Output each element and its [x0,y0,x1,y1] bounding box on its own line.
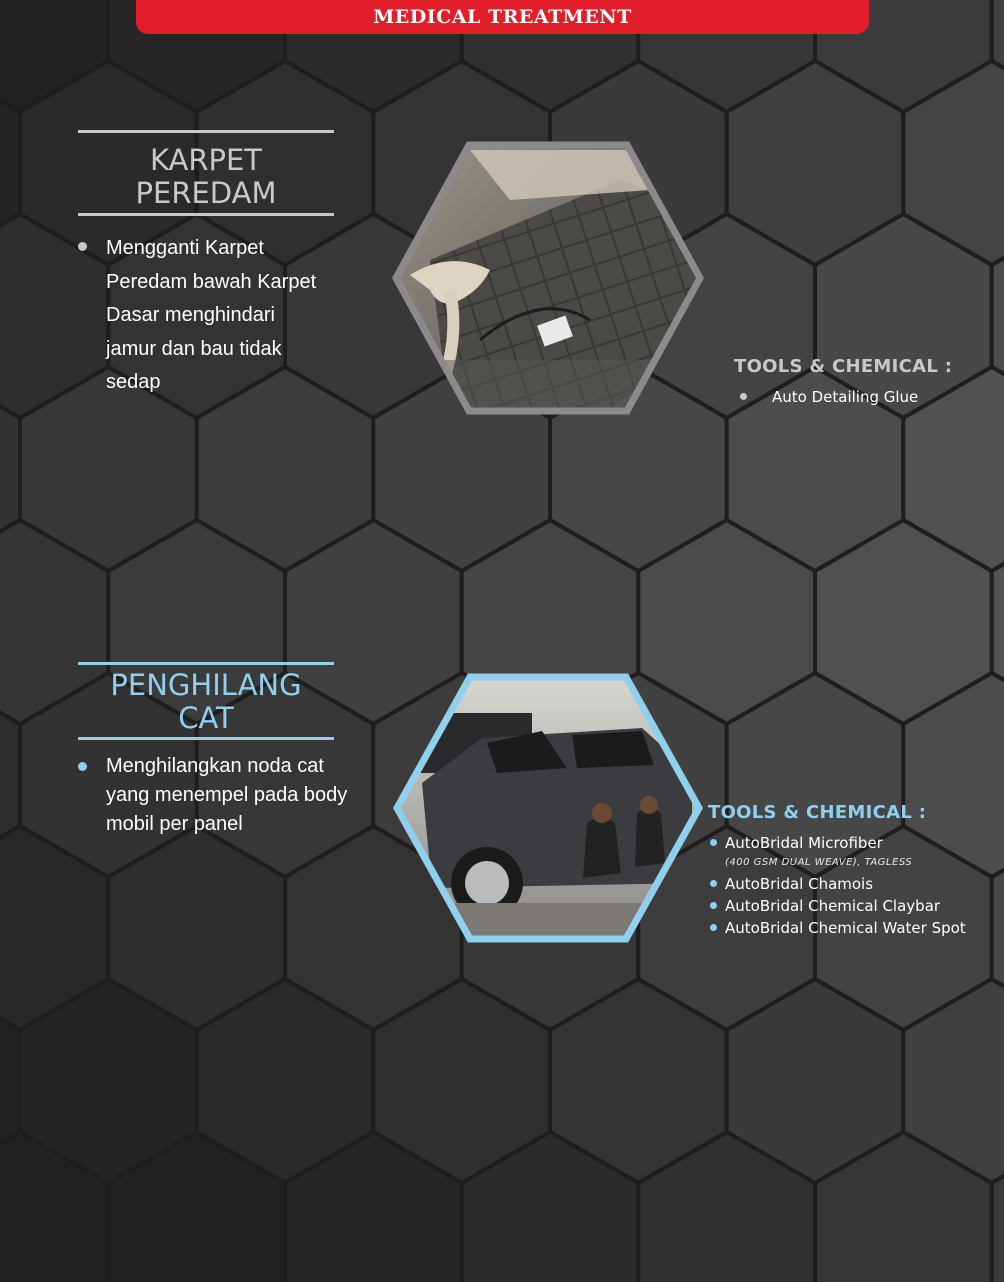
bullet-icon [78,762,87,771]
title-rule-bottom [78,213,334,216]
tool-item [740,388,918,406]
section-title [78,669,334,736]
description-list [78,232,318,400]
tool-name: AutoBridal Chemical Claybar [725,897,941,915]
title-rule-top [78,662,334,665]
description-text: Menghilangkan noda cat yang menempel pada body mobil per panel [106,755,348,835]
tool-item [710,895,966,917]
tools-list [710,834,966,939]
tool-item [710,917,966,939]
tool-name: Auto Detailing Glue [772,388,919,406]
bullet-icon [710,880,717,887]
title-line-1: KARPET [149,143,263,177]
description-text: Mengganti Karpet Peredam bawah Karpet Dasar menghindari jamur dan bau tidak sedap [106,237,317,393]
list-item [78,752,353,839]
tools-heading: TOOLS & CHEMICAL : [734,356,953,377]
title-rule-bottom [78,737,334,740]
bullet-icon [78,242,87,251]
bullet-icon [710,839,717,846]
description-list [78,752,353,839]
title-line-1: PENGHILANG [110,668,302,702]
bullet-icon [740,393,747,400]
car-paint-removal-photo [392,673,704,943]
car-floor-carpet-photo [390,140,706,416]
tool-item [710,873,966,895]
tool-note: (400 GSM DUAL WEAVE), TAGLESS [725,857,913,868]
tools-list [740,388,918,406]
tool-item [710,834,966,872]
list-item [78,232,318,400]
bullet-icon [710,902,717,909]
section-title [78,144,334,211]
title-line-2: CAT [178,701,234,736]
title-rule-top [78,130,334,133]
header-banner [136,0,869,34]
tool-name: AutoBridal Chamois [725,875,874,893]
bullet-icon [710,924,717,931]
page-title: MEDICAL TREATMENT [373,6,632,28]
title-line-2: PEREDAM [135,176,277,211]
tools-heading: TOOLS & CHEMICAL : [708,802,927,823]
tool-name: AutoBridal Microfiber [725,834,883,852]
tool-name: AutoBridal Chemical Water Spot [725,919,966,937]
